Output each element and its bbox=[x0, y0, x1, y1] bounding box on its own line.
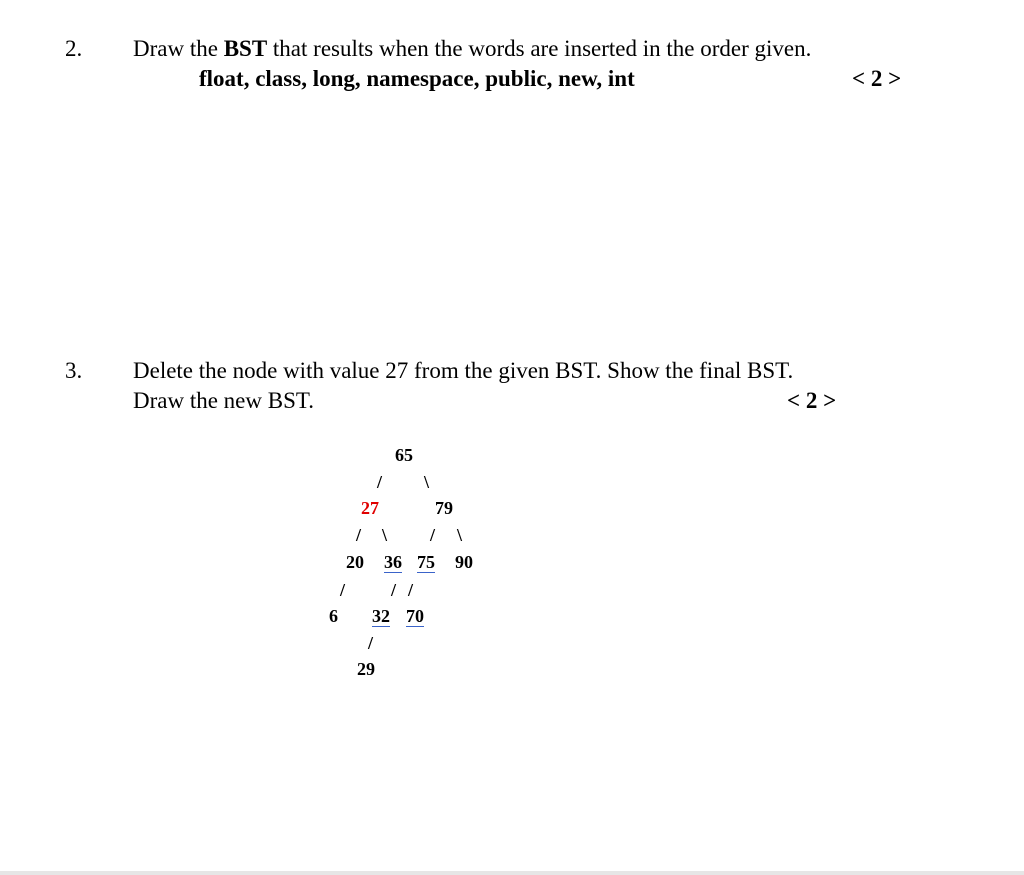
tree-edge: \ bbox=[424, 472, 430, 492]
tree-node-20: 20 bbox=[346, 552, 364, 572]
q2-marks: < 2 > bbox=[852, 66, 902, 91]
tree-node-6: 6 bbox=[329, 606, 338, 626]
page-bottom-divider bbox=[0, 871, 1024, 875]
q2-text-after: that results when the words are inserted in the order given. bbox=[267, 36, 812, 61]
q3-prompt-line2: Draw the new BST. bbox=[133, 388, 314, 413]
tree-node-36: 36 bbox=[384, 552, 402, 572]
tree-edge: / bbox=[408, 580, 414, 600]
q3-number: 3. bbox=[65, 358, 83, 383]
tree-node-65: 65 bbox=[395, 445, 413, 465]
tree-node-29: 29 bbox=[357, 659, 375, 679]
tree-edge: / bbox=[430, 525, 436, 545]
tree-node-79: 79 bbox=[435, 498, 453, 518]
q2-text-before: Draw the bbox=[133, 36, 224, 61]
tree-edge: / bbox=[368, 633, 374, 653]
q2-text-bold: BST bbox=[223, 36, 268, 61]
tree-edge: \ bbox=[457, 525, 463, 545]
tree-edge: / bbox=[340, 580, 346, 600]
q2-word-list: float, class, long, namespace, public, new, int bbox=[199, 66, 635, 91]
q3-prompt-line1: Delete the node with value 27 from the given BST. Show the final BST. bbox=[133, 358, 794, 383]
tree-edge: \ bbox=[382, 525, 388, 545]
tree-node-32: 32 bbox=[372, 606, 390, 626]
tree-edge: / bbox=[391, 580, 397, 600]
tree-node-27-highlighted: 27 bbox=[361, 498, 379, 518]
tree-node-90: 90 bbox=[455, 552, 473, 572]
q3-marks: < 2 > bbox=[787, 388, 837, 413]
tree-edge: / bbox=[356, 525, 362, 545]
tree-node-75: 75 bbox=[417, 552, 435, 572]
tree-edge: / bbox=[377, 472, 383, 492]
q2-prompt bbox=[133, 35, 811, 63]
q2-number: 2. bbox=[65, 36, 83, 61]
tree-node-70: 70 bbox=[406, 606, 424, 626]
